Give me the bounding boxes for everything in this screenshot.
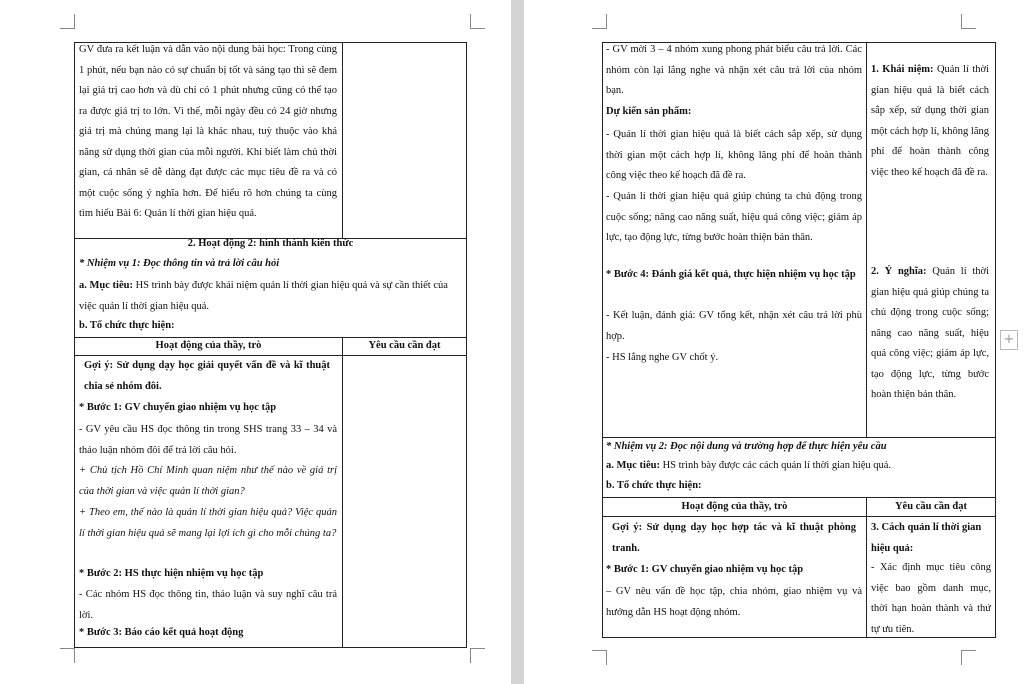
task-heading: * Nhiệm vụ 2: Đọc nội dung và trường hợp để thực hiện yêu cầu bbox=[606, 441, 887, 452]
org-heading: b. Tổ chức thực hiện: bbox=[79, 320, 175, 331]
expected-item-1: - Quản lí thời gian hiệu quả là biết cách sắp xếp, sử dụng thời gian một cách hợp lí, không lãng phí để hoàn thành công việc theo kế hoạch đã đề ra. bbox=[606, 129, 862, 181]
add-icon[interactable]: + bbox=[1000, 330, 1018, 350]
column-header-requirement: Yêu cầu cần đạt bbox=[368, 340, 441, 351]
crop-mark bbox=[961, 14, 976, 29]
task-heading: * Nhiệm vụ 1: Đọc thông tin và trả lời câu hỏi bbox=[79, 258, 280, 269]
page-gap bbox=[511, 0, 524, 684]
table-cell bbox=[342, 355, 467, 648]
question-2: + Theo em, thế nào là quản lí thời gian hiệu quả? Việc quản lí thời gian hiệu quả sẽ mang lại lợi ích gì cho mỗi chúng ta? bbox=[79, 507, 337, 539]
step3-heading: * Bước 3: Báo cáo kết quả hoạt động bbox=[79, 627, 244, 638]
crop-mark bbox=[961, 650, 976, 665]
step2-text: - Các nhóm HS đọc thông tin, thảo luận và suy nghĩ câu trả lời. bbox=[79, 589, 337, 621]
activity-title: 2. Hoạt động 2: hình thành kiến thức bbox=[187, 238, 354, 249]
step1-text: - GV yêu cầu HS đọc thông tin trong SHS trang 33 – 34 và thảo luận nhóm đôi để trả lời câu hỏi. bbox=[79, 424, 337, 456]
hint-text: Gợi ý: Sử dụng dạy học giải quyết vấn đề và kĩ thuật chia sẻ nhóm đôi. bbox=[84, 360, 330, 392]
crop-mark bbox=[470, 648, 485, 663]
meaning-text: 2. Ý nghĩa: Quản lí thời gian hiệu quả giúp chúng ta chủ động trong cuộc sống; nâng cao năng suất, hiệu quả công việc; giảm áp lực, tạo động lực, từng bước hoàn thiện bản thân. bbox=[871, 266, 989, 400]
listen-text: - HS lắng nghe GV chốt ý. bbox=[606, 352, 719, 363]
question-1: + Chủ tịch Hồ Chí Minh quan niệm như thế nào về giá trị của thời gian và việc quản lí thời gian? bbox=[79, 465, 337, 497]
column-header-teacher: Hoạt động của thầy, trò bbox=[681, 501, 788, 512]
crop-mark bbox=[60, 648, 75, 663]
intro-paragraph: GV đưa ra kết luận và dẫn vào nội dung bài học: Trong cùng 1 phút, nếu bạn nào có sự chuẩn bị tốt và sáng tạo thì sẽ đem lại giá trị cao hơn và dù chỉ có 1 phút nhưng cũng có thể tạo ra được giá trị to lớn. Vì thế, mỗi ngày đều có 24 giờ nhưng giá trị mà chúng mang lại là khác nhau, tuỳ thuộc vào khả năng sử dụng thời gian của mỗi người. Khi biết làm chủ thời gian, cá nhân sẽ dễ dàng đạt được các mục tiêu đề ra và có một cuộc sống ý nghĩa hơn. Để hiểu rõ hơn chúng ta cùng tìm hiểu Bài 6: Quản lí thời gian hiệu quả. bbox=[79, 44, 337, 219]
step1-text: – GV nêu vấn đề học tập, chia nhóm, giao nhiệm vụ và hướng dẫn HS hoạt động nhóm. bbox=[606, 586, 862, 618]
org-heading: b. Tổ chức thực hiện: bbox=[606, 480, 702, 491]
goal-text: a. Mục tiêu: HS trình bày được khái niệm quản lí thời gian hiệu quả và sự cần thiết của việc quản lí thời gian hiệu quả. bbox=[79, 280, 448, 312]
step4-text: - Kết luận, đánh giá: GV tổng kết, nhận xét câu trả lời phù hợp. bbox=[606, 310, 862, 342]
step4-heading: * Bước 4: Đánh giá kết quả, thực hiện nhiệm vụ học tập bbox=[606, 269, 856, 280]
method-text: - Xác định mục tiêu công việc bao gồm danh mục, thời hạn hoàn thành và thứ tự ưu tiên. bbox=[871, 562, 991, 635]
expected-item-2: - Quản lí thời gian hiệu quả giúp chúng ta chủ động trong cuộc sống; nâng cao năng suất, hiệu quả công việc; giảm áp lực, tạo động lực, từng bước hoàn thiện bản thân. bbox=[606, 191, 862, 243]
table-cell bbox=[342, 42, 467, 239]
column-header-teacher: Hoạt động của thầy, trò bbox=[155, 340, 262, 351]
crop-mark bbox=[60, 14, 75, 29]
concept-text: 1. Khái niệm: Quản lí thời gian hiệu quả là biết cách sắp xếp, sử dụng thời gian một cách hợp lí, không lãng phí để hoàn thành công việc theo kế hoạch đã đề ra. bbox=[871, 64, 989, 178]
expected-heading: Dự kiến sản phẩm: bbox=[606, 106, 692, 117]
crop-mark bbox=[470, 14, 485, 29]
column-header-requirement: Yêu cầu cần đạt bbox=[894, 501, 968, 512]
invite-text: - GV mời 3 – 4 nhóm xung phong phát biểu câu trả lời. Các nhóm còn lại lắng nghe và nhận xét câu trả lời của nhóm bạn. bbox=[606, 44, 862, 96]
step1-heading: * Bước 1: GV chuyển giao nhiệm vụ học tập bbox=[606, 564, 804, 575]
hint-text: Gợi ý: Sử dụng dạy học hợp tác và kĩ thuật phòng tranh. bbox=[612, 522, 856, 554]
document-page-right bbox=[524, 0, 1033, 684]
method-heading: 3. Cách quản lí thời gian hiệu quả: bbox=[871, 522, 982, 554]
goal-text: a. Mục tiêu: HS trình bày được các cách quản lí thời gian hiệu quả. bbox=[606, 460, 892, 471]
crop-mark bbox=[592, 14, 607, 29]
crop-mark bbox=[592, 650, 607, 665]
document-page-left bbox=[0, 0, 511, 684]
step2-heading: * Bước 2: HS thực hiện nhiệm vụ học tập bbox=[79, 568, 264, 579]
step1-heading: * Bước 1: GV chuyển giao nhiệm vụ học tập bbox=[79, 402, 277, 413]
